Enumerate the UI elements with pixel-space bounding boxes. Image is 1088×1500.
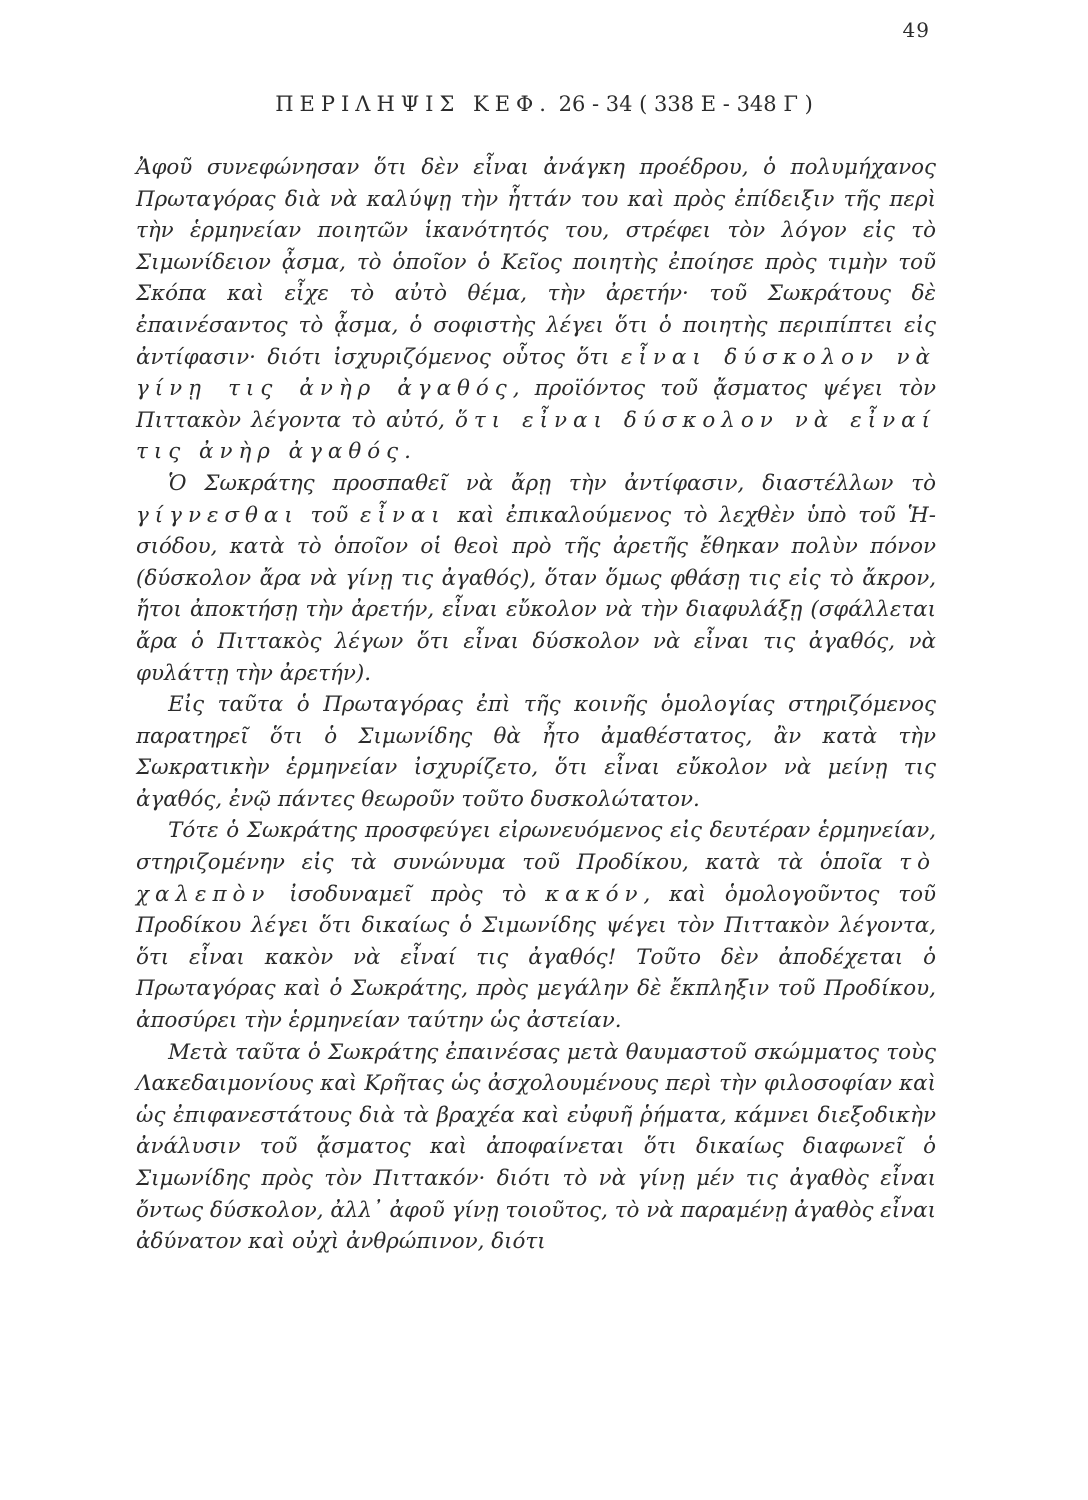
spaced-emphasis-text: γίγνεσθαι (136, 502, 299, 528)
spaced-emphasis-text: τὸ χαλεπὸν (136, 850, 936, 907)
paragraph (136, 1037, 936, 1258)
spaced-emphasis-text: εἶναι (359, 502, 446, 528)
text-segment: . (404, 439, 411, 465)
text-segment: Μετὰ ταῦτα ὁ Σωκράτης ἐπαινέσας μετὰ θαυμαστοῦ σκώμματος τοὺς Λακεδαιμονίους καὶ Κρῆτας ὡς ἀσχολουμένους περὶ τὴν φιλοσοφίαν καὶ ὡς ἐπιφανεστάτους διὰ τὰ βραχέα καὶ εὐφυῆ ῥήματα, κάμνει διεξοδικὴν ἀνάλυσιν τοῦ ᾄσματος καὶ ἀποφαίνεται ὅτι δικαίως διαφωνεῖ ὁ Σιμωνίδης πρὸς τὸν Πιττακόν· διότι τὸ νὰ γίνῃ μέν τις ἀγαθὸς εἶναι ὄντως δύσκολον, ἀλλ᾽ ἀφοῦ γίνῃ τοιοῦτος, τὸ νὰ παραμένῃ ἀγαθὸς εἶναι ἀδύνατον καὶ οὐχὶ ἀνθρώπινον, διότι (136, 1039, 936, 1255)
paragraph (136, 468, 936, 689)
text-segment: Εἰς ταῦτα ὁ Πρωταγόρας ἐπὶ τῆς κοινῆς ὁμολογίας στηριζόμενος παρατηρεῖ ὅτι ὁ Σιμωνίδης θὰ ἦτο ἀμαθέστατος, ἂν κατὰ τὴν Σωκρατικὴν ἑρμηνείαν ἰσχυρίζετο, ὅτι εἶναι εὔκολον νὰ μείνῃ τις ἀγαθός, ἐνῷ πάντες θεωροῦν τοῦτο δυσκολώτατον. (136, 692, 936, 812)
text-segment: , προϊόντος τοῦ ᾄσματος ψέγει τὸν Πιττακὸν λέγοντα τὸ αὐτό, (136, 376, 936, 433)
text-segment: τοῦ (298, 502, 360, 528)
spaced-emphasis-text: ὅτι εἶναι δύσκολον νὰ εἶναί τις ἀνὴρ ἀγαθός (136, 407, 936, 465)
spaced-emphasis-text: κακόν (545, 881, 644, 907)
spaced-emphasis-text: εἶναι δύσκολον νὰ γίνῃ τις ἀνὴρ ἀγαθός (136, 344, 936, 402)
paragraph (136, 152, 936, 468)
text-segment: Τότε ὁ Σωκράτης προσφεύγει εἰρωνευόμενος εἰς δευτέραν ἑρμηνείαν, στηριζομένην εἰς τὰ συνώνυμα τοῦ Προδίκου, κατὰ τὰ ὁποῖα (136, 818, 936, 876)
paragraph (136, 689, 936, 815)
paragraph (136, 815, 936, 1036)
text-segment: καὶ ἐπικαλούμενος τὸ λεχθὲν ὑπὸ τοῦ Ἡσιόδου, κατὰ τὸ ὁποῖον οἱ θεοὶ πρὸ τῆς ἀρετῆς ἔθηκαν πολὺν πόνον (δύσκολον ἄρα νὰ γίνῃ τις ἀγαθός), ὅταν ὅμως φθάσῃ τις εἰς τὸ ἄκρον, ἤτοι ἀποκτήσῃ τὴν ἀρετήν, εἶναι εὔκολον νὰ τὴν διαφυλάξῃ (σφάλλεται ἄρα ὁ Πιττακὸς λέγων ὅτι εἶναι δύσκολον νὰ εἶναι τις ἀγαθός, νὰ φυλάττῃ τὴν ἀρετήν). (136, 502, 937, 686)
text-segment: Ὁ Σωκράτης προσπαθεῖ νὰ ἄρῃ τὴν ἀντίφασιν, διαστέλλων τὸ (168, 470, 936, 496)
summary-body-text (136, 152, 936, 1258)
chapter-summary-heading (0, 92, 1088, 116)
page-number: 49 (902, 18, 930, 42)
text-segment: ἰσοδυναμεῖ πρὸς τὸ (270, 881, 546, 907)
heading-title: ΠΕΡΙΛΗΨΙΣ ΚΕΦ. (275, 92, 552, 116)
text-segment: , καὶ ὁμολογοῦντος τοῦ Προδίκου λέγει ὅτι δικαίως ὁ Σιμωνίδης ψέγει τὸν Πιττακὸν λέγοντα, ὅτι εἶναι κακὸν νὰ εἶναί τις ἀγαθός! Τοῦτο δὲν ἀποδέχεται ὁ Πρωταγόρας καὶ ὁ Σωκράτης, πρὸς μεγάλην δὲ ἔκπληξιν τοῦ Προδίκου, ἀποσύρει τὴν ἑρμηνείαν ταύτην ὡς ἀστείαν. (136, 881, 936, 1034)
heading-reference: 26 - 34 ( 338 Ε - 348 Γ ) (551, 92, 813, 116)
text-segment: Ἀφοῦ συνεφώνησαν ὅτι δὲν εἶναι ἀνάγκη προέδρου, ὁ πολυμήχανος Πρωταγόρας διὰ νὰ καλύψῃ τὴν ἧττάν του καὶ πρὸς ἐπίδειξιν τῆς περὶ τὴν ἑρμηνείαν ποιητῶν ἱκανότητός του, στρέφει τὸν λόγον εἰς τὸ Σιμωνίδειον ᾆσμα, τὸ ὁποῖον ὁ Κεῖος ποιητὴς ἐποίησε πρὸς τιμὴν τοῦ Σκόπα καὶ εἶχε τὸ αὐτὸ θέμα, τὴν ἀρετήν· τοῦ Σωκράτους δὲ ἐπαινέσαντος τὸ ᾆσμα, ὁ σοφιστὴς λέγει ὅτι ὁ ποιητὴς περιπίπτει εἰς ἀντίφασιν· διότι ἰσχυριζόμενος οὗτος ὅτι (136, 155, 936, 370)
